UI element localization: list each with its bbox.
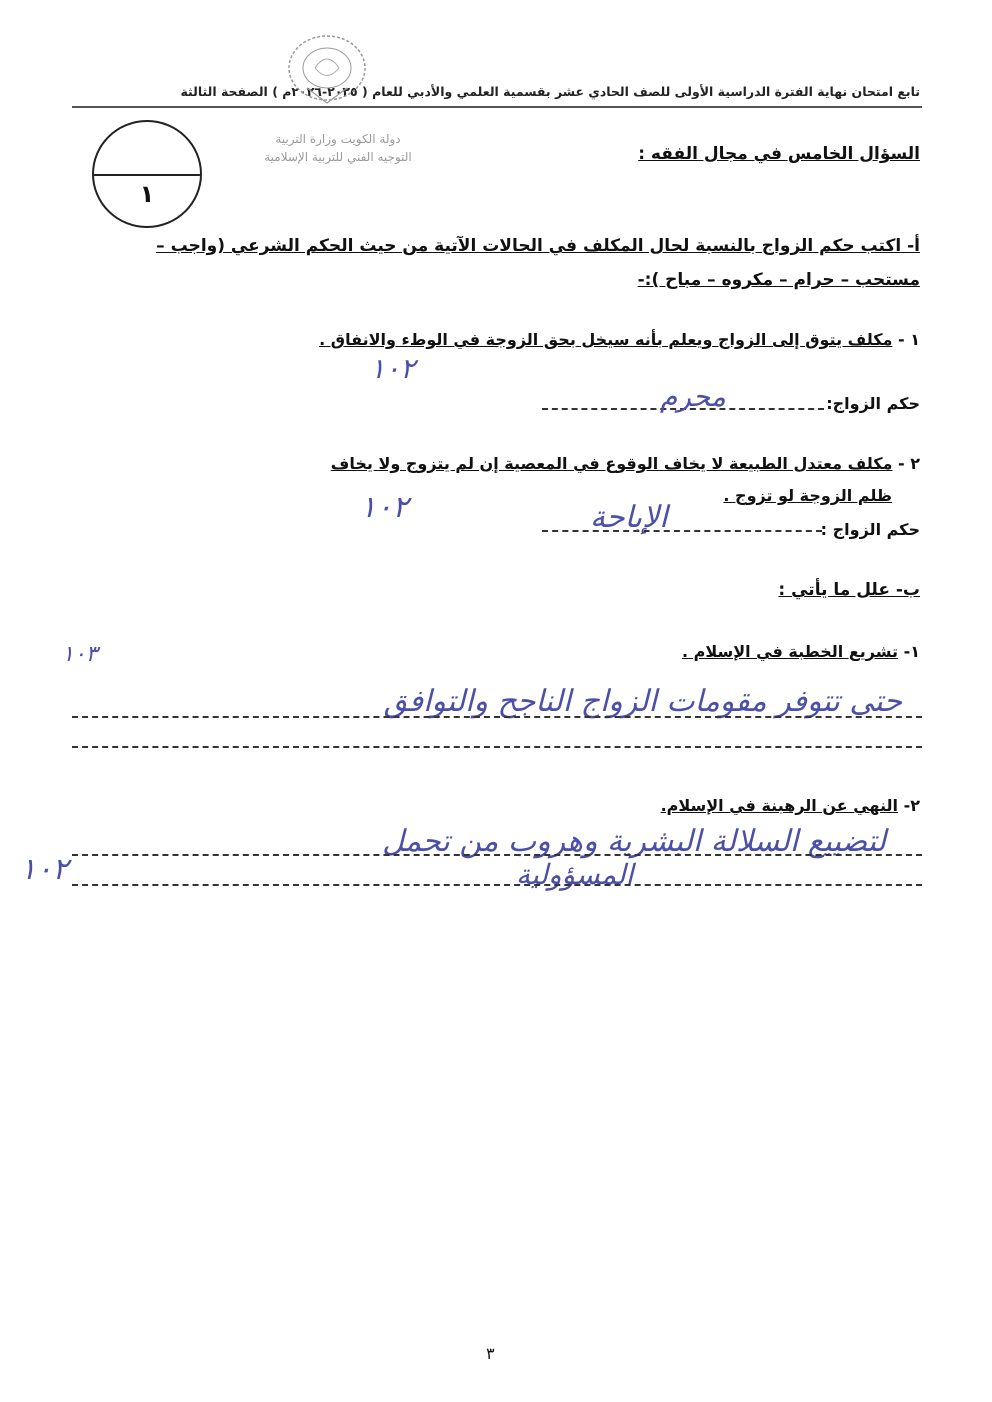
- seal-icon: [277, 28, 377, 108]
- score-circle: [92, 120, 202, 228]
- answer-label-a2: حكم الزواج :: [820, 520, 920, 539]
- answer-b2-line2: المسؤولية: [516, 858, 634, 891]
- part-a-instruction-line1: أ- اكتب حكم الزواج بالنسبة لحال المكلف في الحالات الآتية من حيث الحكم الشرعي (واجب –: [156, 236, 920, 256]
- item-number: ١-: [903, 642, 920, 661]
- grade-mark-b2: ١٠٢: [20, 852, 69, 887]
- answer-line-b1-2: [72, 746, 922, 748]
- item-text: النهي عن الرهبنة في الإسلام.: [660, 796, 899, 815]
- answer-a1: محرم: [660, 380, 726, 413]
- item-text: تشريع الخطبة في الإسلام .: [681, 642, 899, 661]
- item-text: مكلف معتدل الطبيعة لا يخاف الوقوع في المعصية إن لم يتزوج ولا يخاف: [330, 454, 893, 473]
- part-b-item-1: [682, 642, 920, 661]
- grade-mark-b1: ١٠٣: [62, 642, 98, 667]
- part-b-item-2: [661, 796, 920, 815]
- item-number: ٢-: [903, 796, 920, 815]
- grade-mark-a1: ١٠٢: [370, 352, 416, 385]
- header-rule: [72, 106, 922, 108]
- part-a-item-2-line1: [331, 454, 920, 473]
- item-text: مكلف يتوق إلى الزواج ويعلم بأنه سيخل بحق الزوجة في الوطء والانفاق .: [319, 330, 893, 349]
- answer-line-b1-1: [72, 716, 922, 718]
- grade-mark-a2: ١٠٢: [360, 490, 409, 525]
- part-a-item-1: [180, 330, 920, 349]
- seal-text: [238, 130, 438, 166]
- answer-b1: حتى تتوفر مقومات الزواج الناجح والتوافق: [383, 684, 902, 719]
- seal-line-1: دولة الكويت وزارة التربية: [275, 132, 401, 146]
- question-title: السؤال الخامس في مجال الفقه :: [638, 144, 920, 164]
- ministry-seal: [277, 28, 377, 108]
- item-number: ٢ -: [898, 454, 920, 473]
- answer-line-a2: [542, 530, 822, 532]
- answer-line-b2-1: [72, 854, 922, 856]
- part-a-item-2-line2: ظلم الزوجة لو تزوج .: [723, 486, 892, 505]
- answer-line-b2-2: [72, 884, 922, 886]
- answer-b2-line1: لتضييع السلالة البشرية وهروب من تحمل: [382, 824, 886, 859]
- part-a-instruction-line2: مستحب – حرام – مكروه – مباح ):-: [637, 270, 920, 290]
- answer-label-a1: حكم الزواج:: [826, 394, 920, 413]
- seal-line-2: التوجيه الفني للتربية الإسلامية: [264, 150, 412, 164]
- score-value: ١: [139, 180, 155, 208]
- page-number: ٣: [486, 1344, 495, 1363]
- exam-header: تابع امتحان نهاية الفترة الدراسية الأولى للصف الحادي عشر بقسمية العلمي والأدبي للعام ( ٢٠٢٥-٢٠٢٦م ) الصفحة الثالثة: [180, 84, 920, 99]
- score-divider: [94, 174, 200, 176]
- part-b-instruction: ب- علل ما يأتي :: [778, 580, 920, 600]
- answer-a2: الإباحة: [590, 500, 668, 535]
- item-number: ١ -: [898, 330, 920, 349]
